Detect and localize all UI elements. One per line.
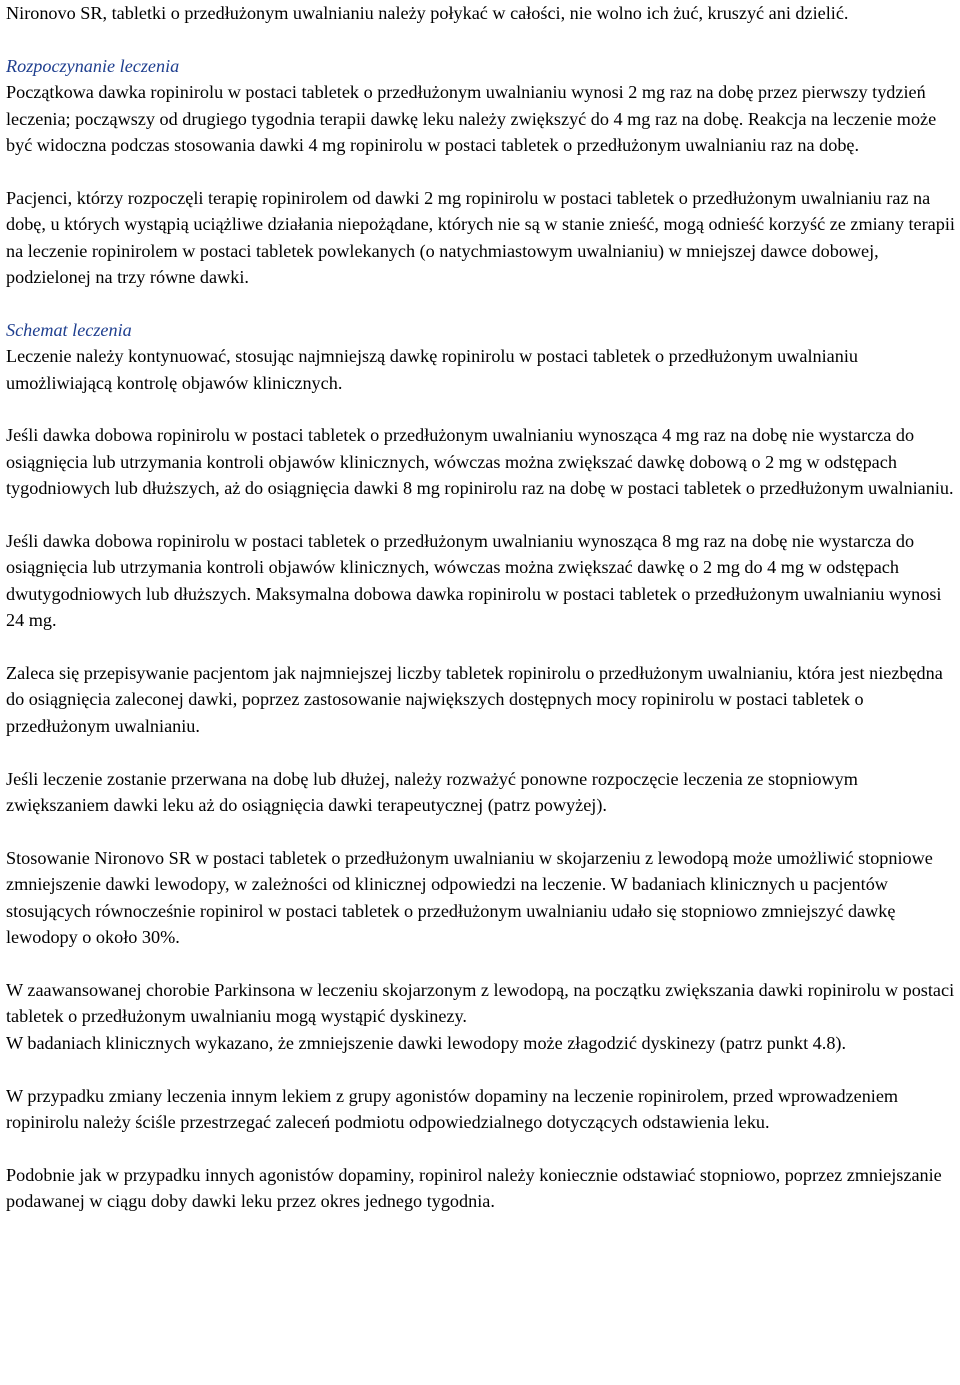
paragraph-dose-4mg [6,422,958,501]
document-page [6,0,958,1215]
paragraph-swallow-whole [6,0,958,26]
paragraph-text: Pacjenci, którzy rozpoczęli terapię ropinirolem od dawki 2 mg ropinirolu w postaci tabletek o przedłużonym uwalnianiu raz na dobę, u których wystąpią uciążliwe działania niepożądane, których nie są w stanie znieść, mogą odnieść korzyść ze zmiany terapii na leczenie ropinirolem w postaci tabletek powlekanych (o natychmiastowym uwalnianiu) w mniejszej dawce dobowej, podzielonej na trzy równe dawki. [6,187,955,288]
paragraph-text: W zaawansowanej chorobie Parkinsona w leczeniu skojarzonym z lewodopą, na początku zwiększania dawki ropinirolu w postaci tabletek o przedłużonym uwalnianiu mogą wystąpić dyskinezy. [6,979,955,1027]
paragraph-text: Podobnie jak w przypadku innych agonistów dopaminy, ropinirol należy koniecznie odstawiać stopniowo, poprzez zmniejszanie podawanej w ciągu doby dawki leku przez okres jednego tygodnia. [6,1164,942,1212]
paragraph-levodopa [6,845,958,951]
paragraph-dyskinesia [6,977,958,1030]
paragraph-text: Początkowa dawka ropinirolu w postaci tabletek o przedłużonym uwalnianiu wynosi 2 mg raz na dobę przez pierwszy tydzień leczenia; począwszy od drugiego tygodnia terapii dawkę leku należy zwiększyć do 4 mg raz na dobę. Reakcja na leczenie może być widoczna podczas stosowania dawki 4 mg ropinirolu w postaci tabletek o przedłużonym uwalnianiu raz na dobę. [6,82,937,156]
paragraph-interruption [6,766,958,819]
paragraph-treatment-start [6,53,958,159]
paragraph-agonist-switch [6,1083,958,1136]
paragraph-dyskinesia-studies [6,1030,958,1056]
paragraph-text: W przypadku zmiany leczenia innym lekiem z grupy agonistów dopaminy na leczenie ropinirolem, przed wprowadzeniem ropinirolu należy ściśle przestrzegać zaleceń podmiotu odpowiedzialnego dotyczących odstawienia leku. [6,1085,899,1132]
paragraph-text: Leczenie należy kontynuować, stosując najmniejszą dawkę ropinirolu w postaci tabletek o przedłużonym uwalnianiu umożliwiającą kontrolę objawów klinicznych. [6,346,858,393]
paragraph-text: Nironovo SR, tabletki o przedłużonym uwalnianiu należy połykać w całości, nie wolno ich żuć, kruszyć ani dzielić. [6,3,849,23]
paragraph-text: Jeśli dawka dobowa ropinirolu w postaci tabletek o przedłużonym uwalnianiu wynosząca 8 mg raz na dobę nie wystarcza do osiągnięcia lub utrzymania kontroli objawów klinicznych, wówczas można zwiększać dawkę o 2 mg do 4 mg w odstępach dwutygodniowych lub dłuższych. Maksymalna dobowa dawka ropinirolu w postaci tabletek o przedłużonym uwalnianiu wynosi 24 mg. [6,531,942,631]
paragraph-text: Jeśli leczenie zostanie przerwana na dobę lub dłużej, należy rozważyć ponowne rozpoczęcie leczenia ze stopniowym zwiększaniem dawki leku aż do osiągnięcia dawki terapeutycznej (patrz powyżej). [6,768,858,816]
paragraph-dose-8mg [6,528,958,634]
section-heading-treatment-start: Rozpoczynanie leczenia [6,55,180,76]
paragraph-prescribing [6,660,958,739]
paragraph-text: Zaleca się przepisywanie pacjentom jak najmniejszej liczby tabletek ropinirolu o przedłużonym uwalnianiu, która jest niezbędna do osiągnięcia zaleconej dawki, poprzez zastosowanie największych dostępnych mocy ropinirolu w postaci tabletek o przedłużonym uwalnianiu. [6,663,943,736]
paragraph-treatment-scheme [6,317,958,396]
paragraph-text: Jeśli dawka dobowa ropinirolu w postaci tabletek o przedłużonym uwalnianiu wynosząca 4 mg raz na dobę nie wystarcza do osiągnięcia lub utrzymania kontroli objawów klinicznych, wówczas można zwiększać dawkę dobową o 2 mg w odstępach tygodniowych lub dłuższych, aż do osiągnięcia dawki 8 mg ropinirolu raz na dobę w postaci tabletek o przedłużonym uwalnianiu. [6,425,954,499]
section-heading-treatment-scheme: Schemat leczenia [6,319,132,340]
paragraph-text: W badaniach klinicznych wykazano, że zmniejszenie dawki lewodopy może złagodzić dyskinezy (patrz punkt 4.8). [6,1032,847,1053]
paragraph-withdrawal [6,1162,958,1215]
paragraph-text: Stosowanie Nironovo SR w postaci tabletek o przedłużonym uwalnianiu w skojarzeniu z lewodopą może umożliwić stopniowe zmniejszenie dawki lewodopy, w zależności od klinicznej odpowiedzi na leczenie. W badaniach klinicznych u pacjentów stosujących równocześnie ropinirol w postaci tabletek o przedłużonym uwalnianiu udało się stopniowo zmniejszyć dawkę lewodopy o około 30%. [6,847,933,948]
paragraph-therapy-switch [6,185,958,291]
